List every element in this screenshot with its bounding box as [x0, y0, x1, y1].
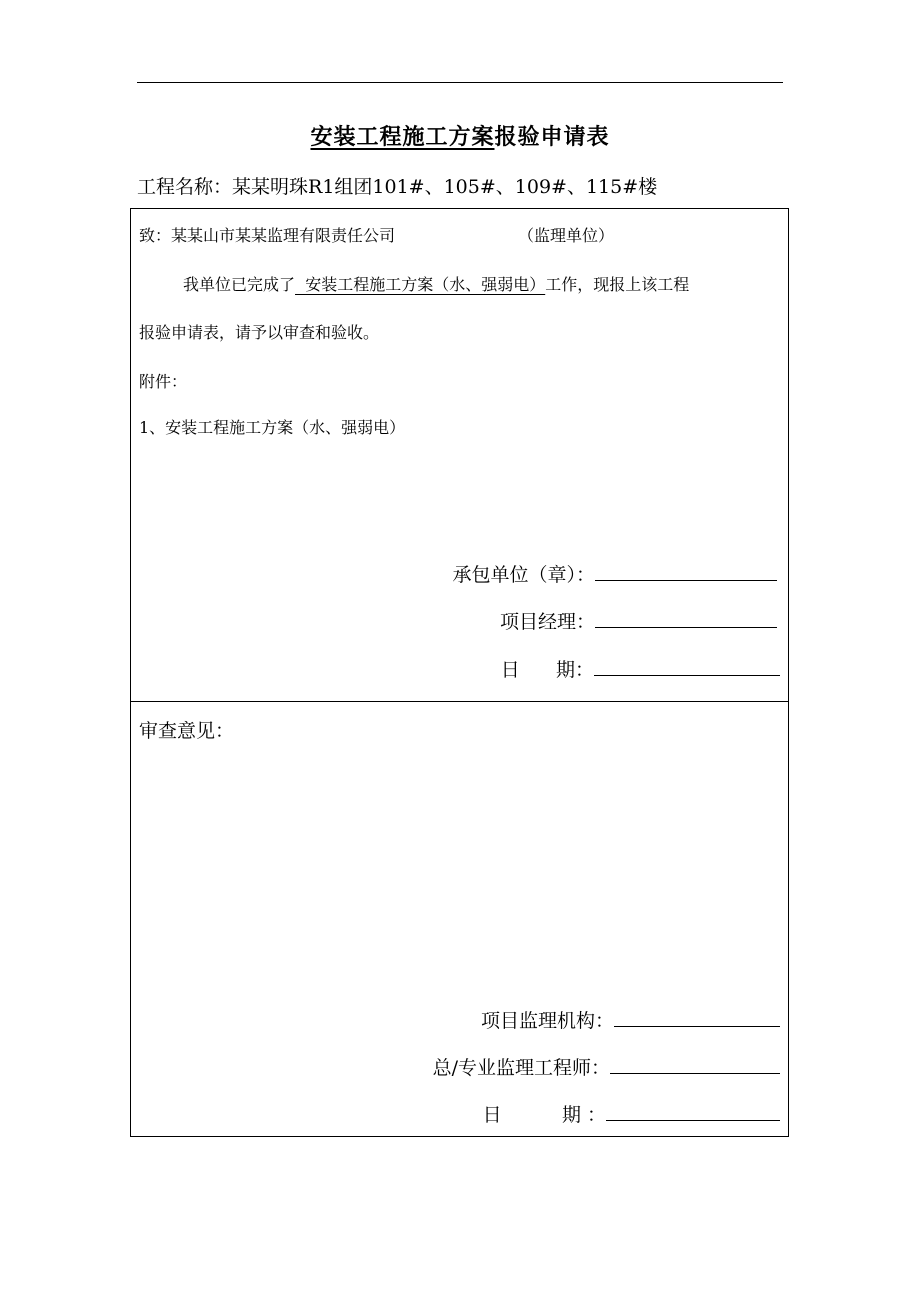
date-row-2 [483, 1100, 780, 1127]
supervision-org-row [481, 1006, 780, 1033]
date-field-1[interactable] [594, 657, 780, 676]
addressee-line [139, 223, 395, 246]
supervision-org-field[interactable] [614, 1008, 780, 1027]
body-line-2: 报验申请表，请予以审查和验收。 [139, 323, 380, 342]
date-field-2[interactable] [606, 1102, 780, 1121]
body-prefix: 我单位已完成了 [183, 275, 296, 294]
project-name-line [137, 172, 657, 199]
application-section [130, 208, 789, 702]
to-label: 致： [139, 226, 172, 245]
completed-work-field: 安装工程施工方案（水、强弱电） [295, 275, 546, 294]
page-title [0, 120, 920, 151]
pm-label: 项目经理： [499, 611, 595, 633]
pm-signature-row [500, 607, 777, 634]
engineer-signature-field[interactable] [610, 1055, 780, 1074]
header-rule [137, 82, 783, 83]
contractor-signature-row [452, 560, 777, 587]
title-underlined-part: 安装工程施工方案 [310, 124, 495, 150]
engineer-label: 总/专业监理工程师： [432, 1057, 610, 1079]
title-rest: 报验申请表 [494, 124, 610, 150]
supervision-unit-note: （监理单位） [518, 226, 615, 245]
review-section [130, 701, 789, 1137]
date-label-2: 日 期 ： [482, 1104, 606, 1126]
date-row-1 [501, 655, 780, 682]
pm-signature-field[interactable] [595, 609, 777, 628]
contractor-signature-field[interactable] [595, 562, 777, 581]
supervision-org-label: 项目监理机构： [480, 1010, 614, 1032]
project-name: 某某明珠R1组团101#、105#、109#、115#楼 [232, 176, 658, 198]
to-company: 某某山市某某监理有限责任公司 [171, 226, 396, 245]
review-opinion-label: 审查意见： [139, 720, 235, 742]
contractor-label: 承包单位（章）： [452, 564, 595, 586]
body-line-1 [183, 272, 689, 295]
project-label: 工程名称： [137, 176, 233, 198]
engineer-signature-row [433, 1053, 780, 1080]
attachments-label: 附件： [139, 372, 188, 391]
body-suffix: 工作，现报上该工程 [545, 275, 690, 294]
date-label-1: 日 期： [500, 659, 594, 681]
attachment-item-1: 1、安装工程施工方案（水、强弱电） [139, 418, 406, 437]
